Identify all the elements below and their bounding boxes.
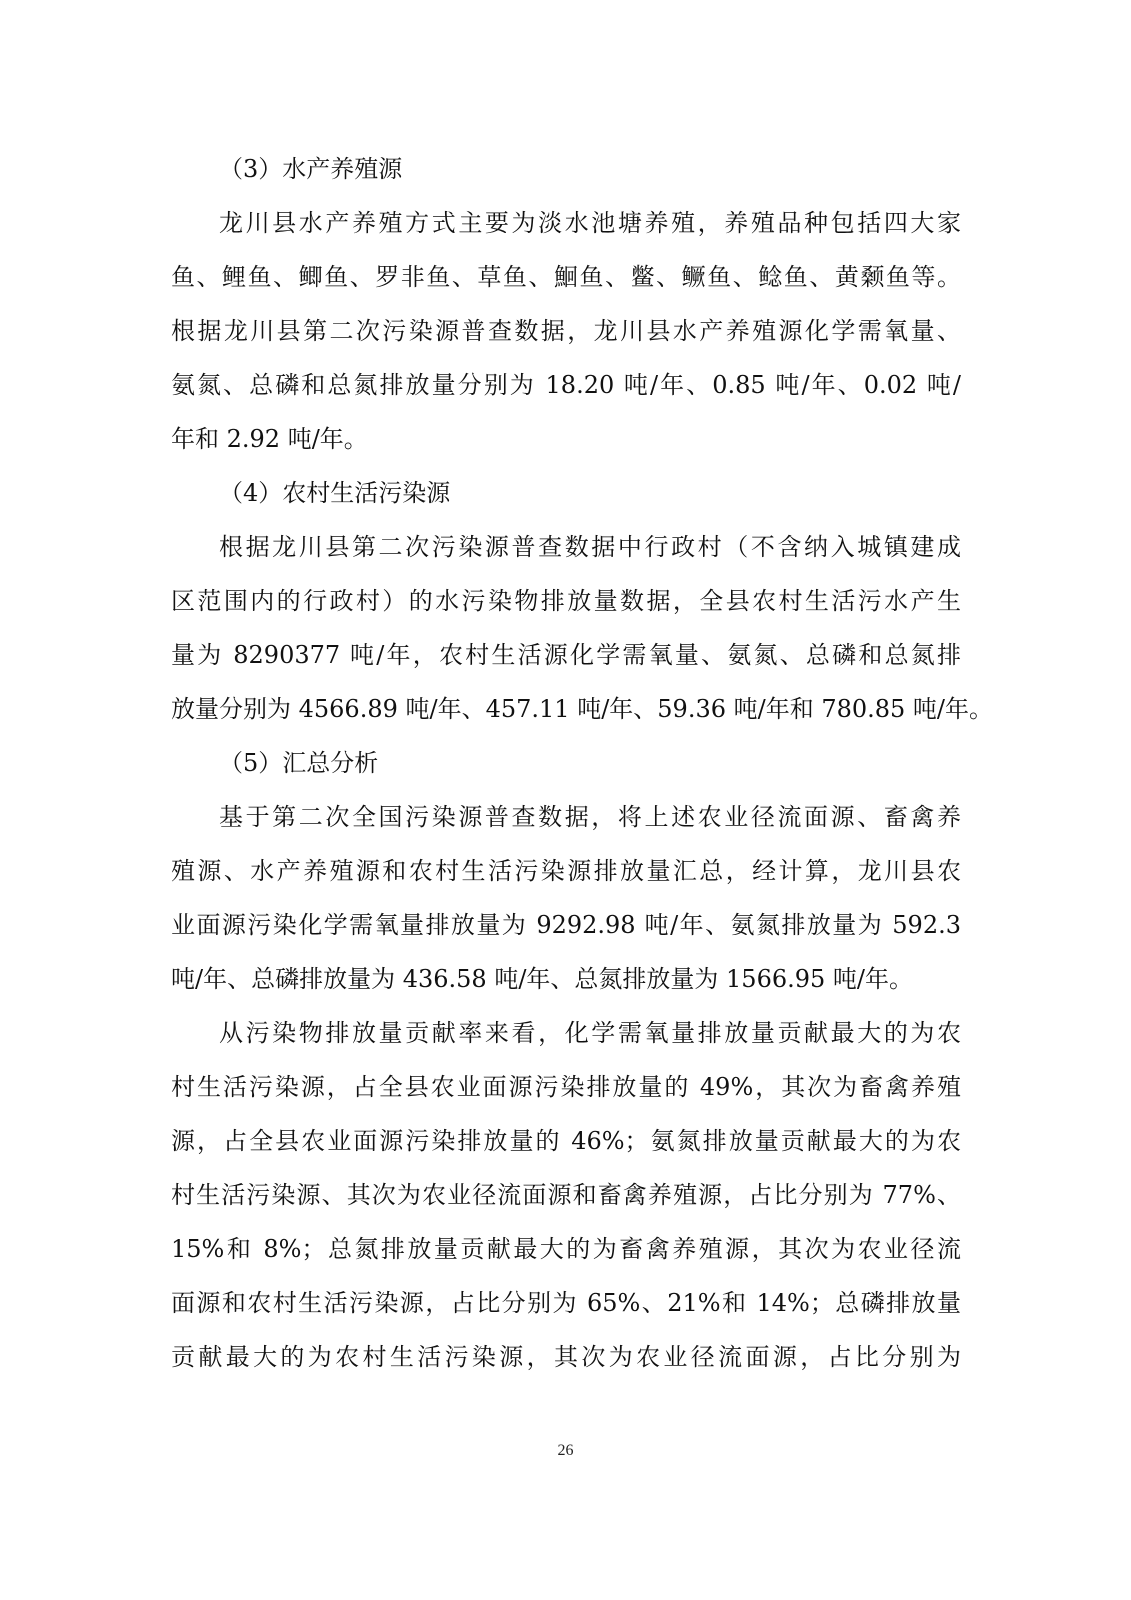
section-heading-rural-domestic: （4）农村生活污染源 bbox=[219, 479, 451, 507]
paragraph-rural-domestic bbox=[171, 520, 994, 736]
text-line: 龙川县水产养殖方式主要为淡水池塘养殖，养殖品种包括四大家 bbox=[219, 209, 961, 237]
text-line: 殖源、水产养殖源和农村生活污染源排放量汇总，经计算，龙川县农 bbox=[171, 857, 961, 885]
section-heading-summary: （5）汇总分析 bbox=[219, 749, 379, 777]
text-line: 年和 2.92 吨/年。 bbox=[171, 425, 368, 453]
text-line: 面源和农村生活污染源，占比分别为 65%、21%和 14%；总磷排放量 bbox=[171, 1289, 961, 1317]
text-line: 15%和 8%；总氮排放量贡献最大的为畜禽养殖源，其次为农业径流 bbox=[171, 1235, 961, 1263]
text-line: 根据龙川县第二次污染源普查数据中行政村（不含纳入城镇建成 bbox=[219, 533, 961, 561]
paragraph-summary-contribution bbox=[171, 1006, 961, 1384]
text-line: 放量分别为 4566.89 吨/年、457.11 吨/年、59.36 吨/年和 780.85 吨/年。 bbox=[171, 695, 994, 723]
text-line: 区范围内的行政村）的水污染物排放量数据，全县农村生活污水产生 bbox=[171, 587, 961, 615]
text-line: 村生活污染源，占全县农业面源污染排放量的 49%，其次为畜禽养殖 bbox=[171, 1073, 961, 1101]
text-line: 鱼、鲤鱼、鲫鱼、罗非鱼、草鱼、鮰鱼、鳖、鳜鱼、鲶鱼、黄颡鱼等。 bbox=[171, 263, 961, 291]
text-line: 量为 8290377 吨/年，农村生活源化学需氧量、氨氮、总磷和总氮排 bbox=[171, 641, 961, 669]
text-line: 从污染物排放量贡献率来看，化学需氧量排放量贡献最大的为农 bbox=[219, 1019, 961, 1047]
paragraph-aquaculture bbox=[171, 196, 961, 466]
text-line: 基于第二次全国污染源普查数据，将上述农业径流面源、畜禽养 bbox=[219, 803, 961, 831]
text-line: 源，占全县农业面源污染排放量的 46%；氨氮排放量贡献最大的为农 bbox=[171, 1127, 961, 1155]
text-line: 业面源污染化学需氧量排放量为 9292.98 吨/年、氨氮排放量为 592.3 bbox=[171, 911, 961, 939]
document-body bbox=[171, 142, 994, 1384]
page-number: 26 bbox=[557, 1442, 574, 1459]
text-line: 吨/年、总磷排放量为 436.58 吨/年、总氮排放量为 1566.95 吨/年。 bbox=[171, 965, 913, 993]
text-line: 氨氮、总磷和总氮排放量分别为 18.20 吨/年、0.85 吨/年、0.02 吨/ bbox=[171, 371, 961, 399]
text-line: 村生活污染源、其次为农业径流面源和畜禽养殖源，占比分别为 77%、 bbox=[171, 1181, 961, 1209]
paragraph-summary-totals bbox=[171, 790, 961, 1006]
section-heading-aquaculture: （3）水产养殖源 bbox=[219, 155, 403, 183]
text-line: 贡献最大的为农村生活污染源，其次为农业径流面源，占比分别为 bbox=[171, 1343, 961, 1371]
text-line: 根据龙川县第二次污染源普查数据，龙川县水产养殖源化学需氧量、 bbox=[171, 317, 961, 345]
